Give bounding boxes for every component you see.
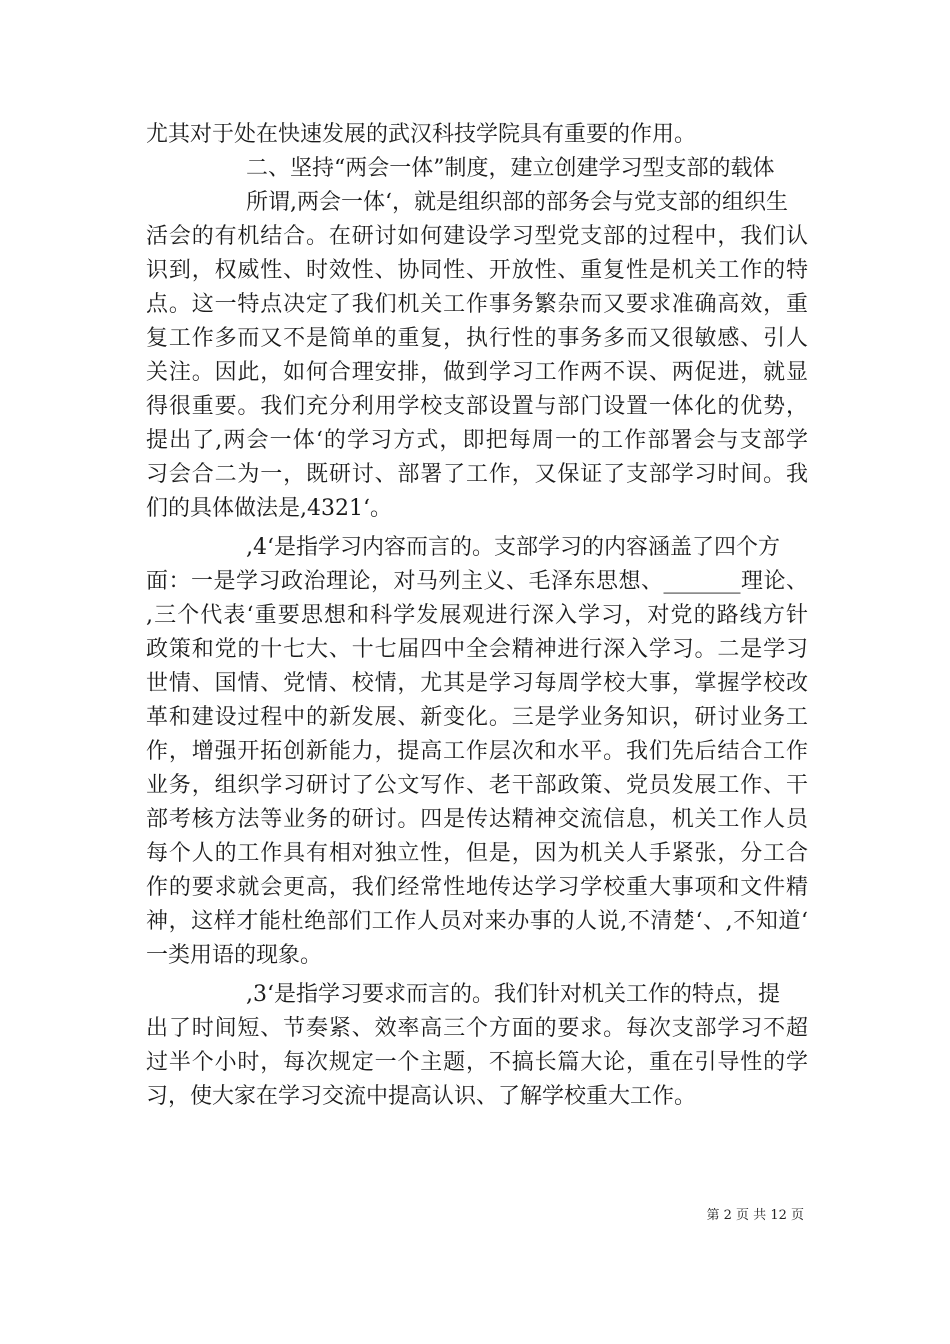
text-line: ,3‘是指学习要求而言的。我们针对机关工作的特点，提 [246, 982, 780, 1007]
text-line: 活会的有机结合。在研讨如何建设学习型党支部的过程中，我们认 [146, 224, 808, 249]
text-line: 习，使大家在学习交流中提高认识、了解学校重大工作。 [146, 1084, 697, 1109]
text-line: 们的具体做法是,4321‘。 [146, 496, 392, 521]
text-line: 得很重要。我们充分利用学校支部设置与部门设置一体化的优势， [146, 394, 808, 419]
text-line: 提出了,两会一体‘的学习方式，即把每周一的工作部署会与支部学 [146, 428, 808, 453]
text-line: 神，这样才能杜绝部们工作人员对来办事的人说,不清楚‘、,不知道‘ [146, 909, 808, 934]
text-line: 业务，组织学习研讨了公文写作、老干部政策、党员发展工作、干 [146, 773, 808, 798]
text-line: 面：一是学习政治理论，对马列主义、毛泽东思想、_______理论、 [146, 569, 808, 594]
text-line: 作，增强开拓创新能力，提高工作层次和水平。我们先后结合工作 [146, 739, 808, 764]
text-line: 所谓,两会一体‘，就是组织部的部务会与党支部的组织生 [246, 190, 788, 215]
section-heading: 二、坚持“两会一体”制度，建立创建学习型支部的载体 [246, 156, 775, 181]
text-line: 每个人的工作具有相对独立性，但是，因为机关人手紧张，分工合 [146, 841, 808, 866]
text-line: 尤其对于处在快速发展的武汉科技学院具有重要的作用。 [146, 122, 697, 147]
text-line: 政策和党的十七大、十七届四中全会精神进行深入学习。二是学习 [146, 637, 808, 662]
text-line: 识到，权威性、时效性、协同性、开放性、重复性是机关工作的特 [146, 258, 808, 283]
text-line: 世情、国情、党情、校情，尤其是学习每周学校大事，掌握学校改 [146, 671, 808, 696]
page-number-footer: 第 2 页 共 12 页 [706, 1208, 804, 1223]
text-line: 一类用语的现象。 [146, 943, 323, 968]
text-line: 习会合二为一，既研讨、部署了工作，又保证了支部学习时间。我 [146, 462, 808, 487]
text-line: ,三个代表‘重要思想和科学发展观进行深入学习，对党的路线方针 [146, 603, 808, 628]
document-body [146, 118, 808, 1114]
text-line: ,4‘是指学习内容而言的。支部学习的内容涵盖了四个方 [246, 535, 780, 560]
text-line: 作的要求就会更高，我们经常性地传达学习学校重大事项和文件精 [146, 875, 808, 900]
text-line: 复工作多而又不是简单的重复，执行性的事务多而又很敏感、引人 [146, 326, 808, 351]
text-line: 出了时间短、节奏紧、效率高三个方面的要求。每次支部学习不超 [146, 1016, 808, 1041]
text-line: 部考核方法等业务的研讨。四是传达精神交流信息，机关工作人员 [146, 807, 808, 832]
text-line: 革和建设过程中的新发展、新变化。三是学业务知识，研讨业务工 [146, 705, 808, 730]
text-line: 关注。因此，如何合理安排，做到学习工作两不误、两促进，就显 [146, 360, 808, 385]
text-line: 点。这一特点决定了我们机关工作事务繁杂而又要求准确高效，重 [146, 292, 808, 317]
text-line: 过半个小时，每次规定一个主题，不搞长篇大论，重在引导性的学 [146, 1050, 808, 1075]
